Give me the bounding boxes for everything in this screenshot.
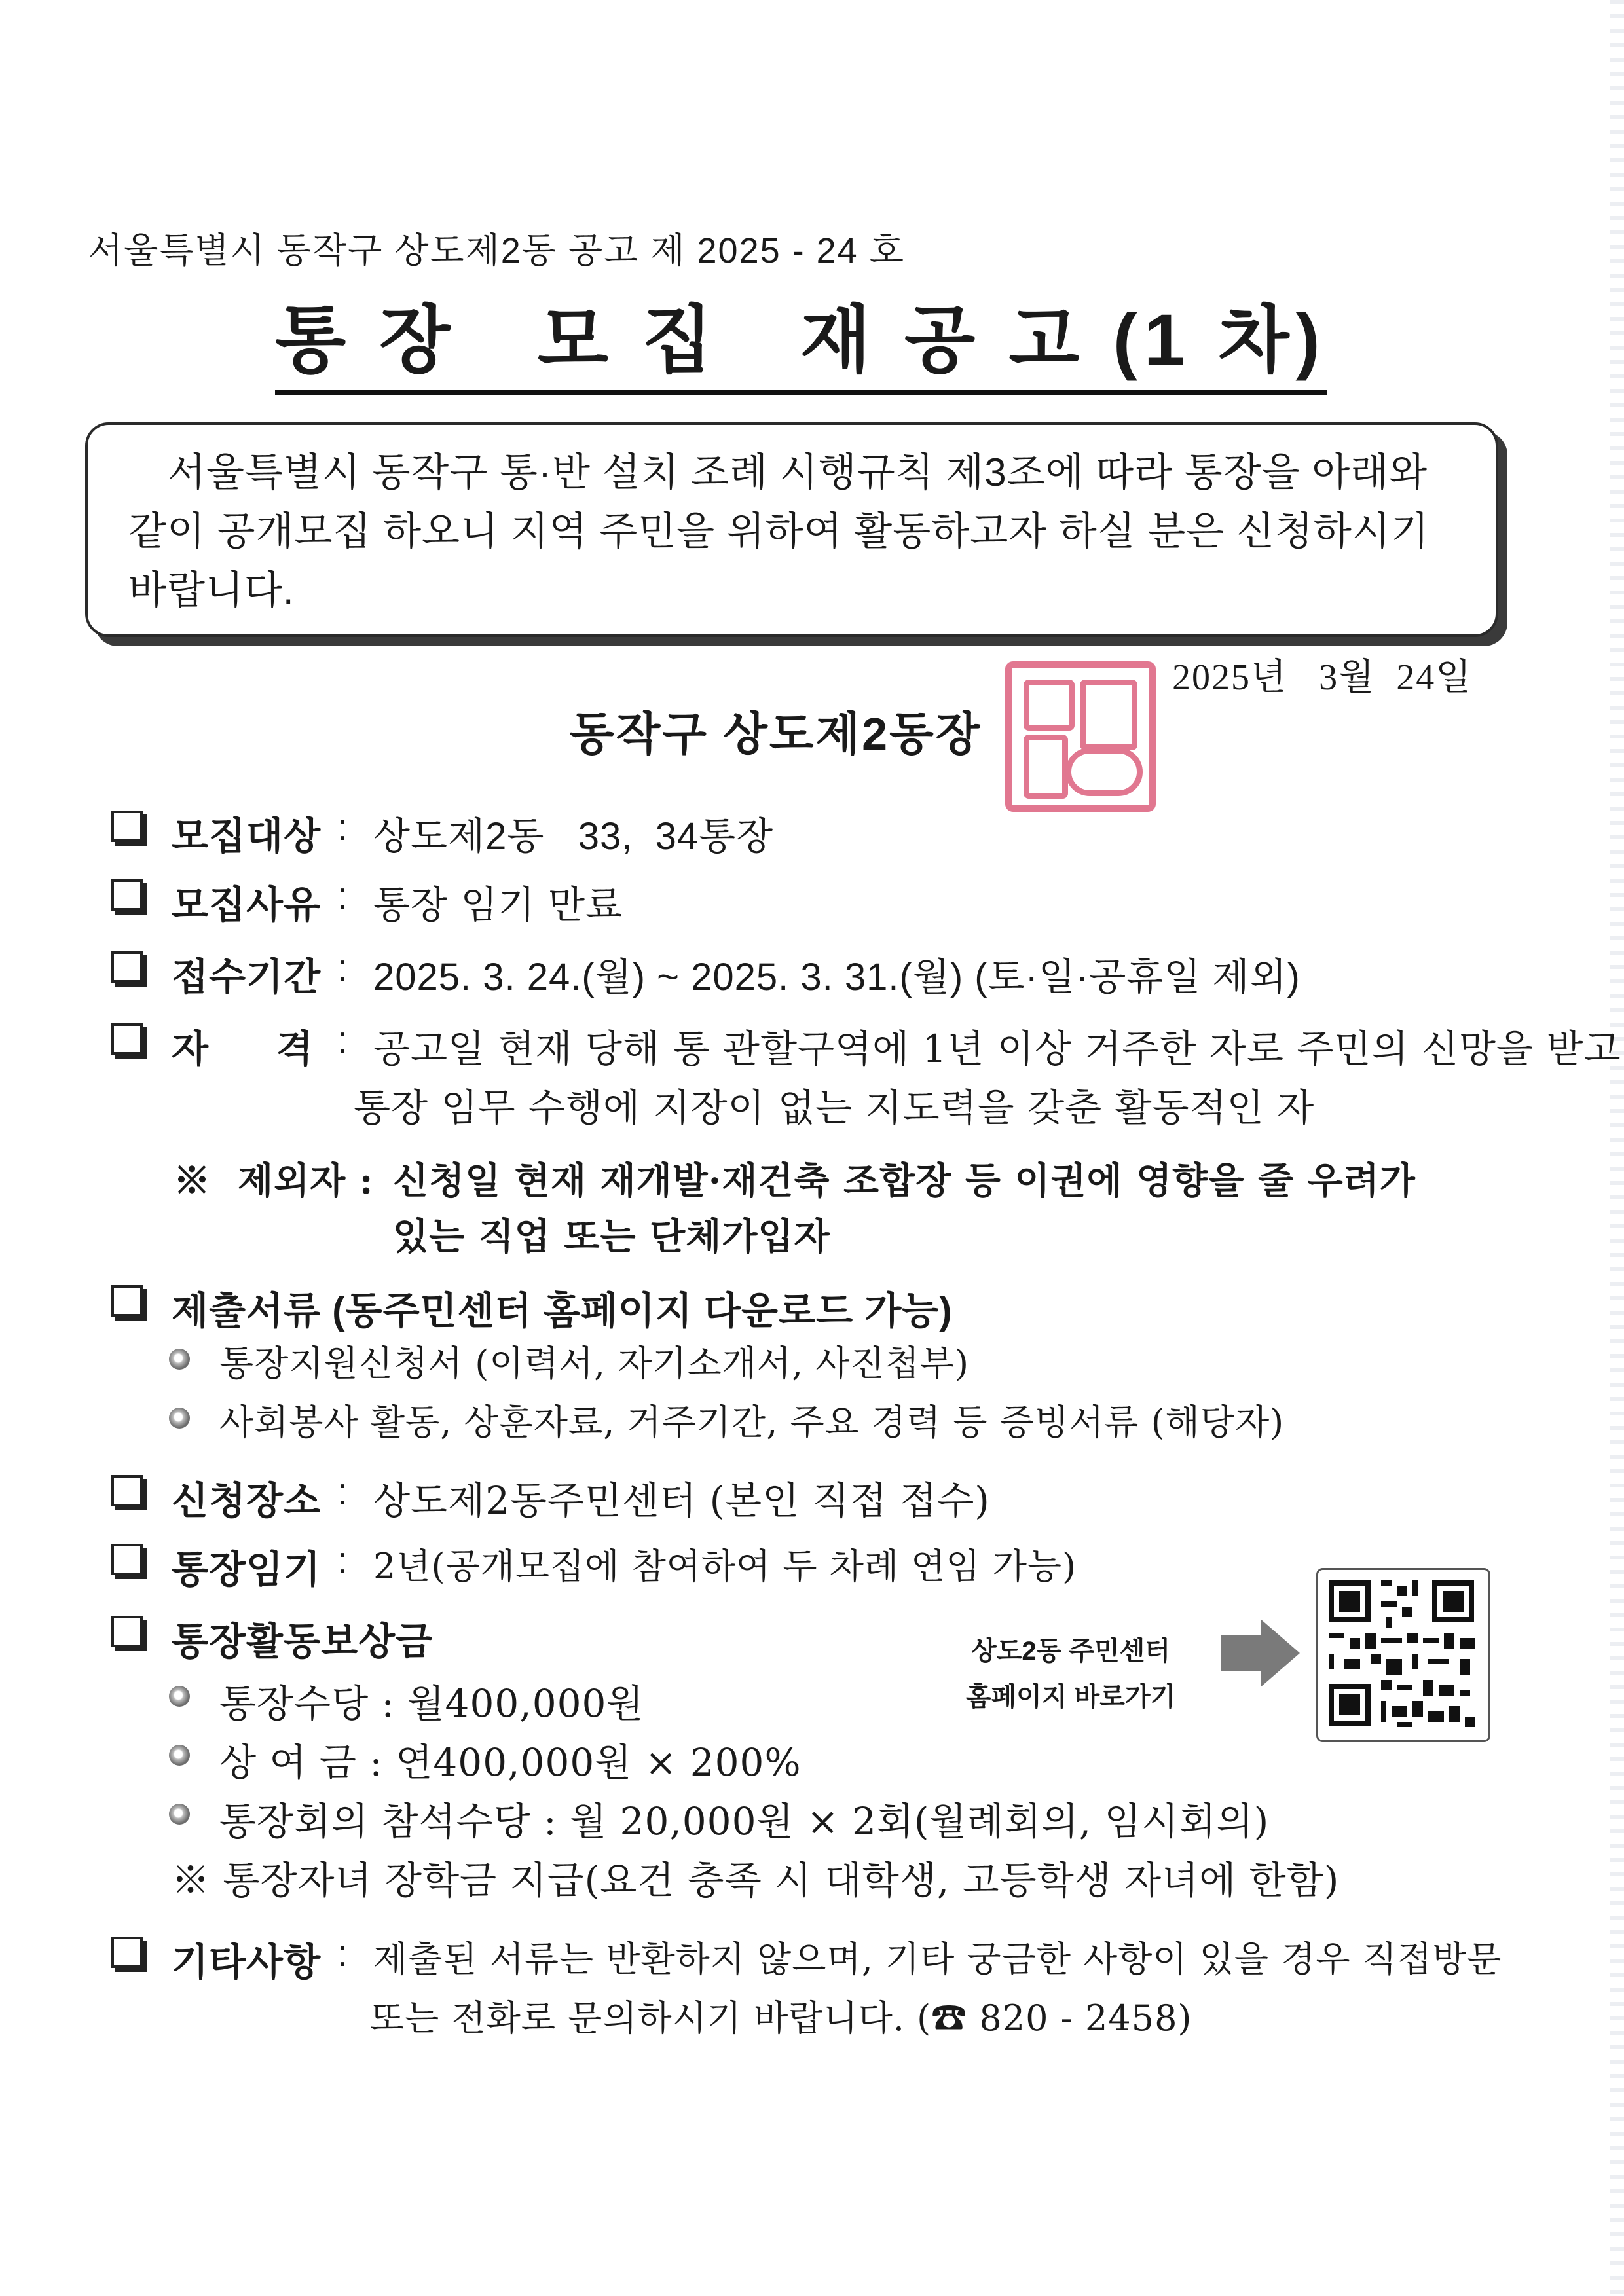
qr-code-link[interactable]	[1316, 1568, 1490, 1742]
notice-number: 서울특별시 동작구 상도제2동 공고 제 2025 - 24 호	[88, 231, 905, 270]
qr-caption-line2: 홈페이지 바로가기	[965, 1683, 1176, 1711]
notice-date: 2025년 3월 24일	[1172, 657, 1473, 698]
circle-bullet-icon	[169, 1349, 190, 1370]
compensation-item: 통장회의 참석수당 : 월 20,000원 × 2회(월례회의, 임시회의)	[219, 1799, 1270, 1844]
circle-bullet-icon	[169, 1686, 190, 1707]
circle-bullet-icon	[169, 1804, 190, 1825]
compensation-item: 통장수당 : 월400,000원	[219, 1681, 644, 1726]
item-application-place: 신청장소 : 상도제2동주민센터 (본인 직접 접수)	[111, 1470, 134, 1689]
scholarship-note: ※ 통장자녀 장학금 지급(요건 충족 시 대학생, 고등학생 자녀에 한함)	[172, 1858, 1340, 1903]
checkbox-icon	[111, 879, 143, 911]
checkbox-icon	[111, 1616, 143, 1647]
document-item: 사회봉사 활동, 상훈자료, 거주기간, 주요 경력 등 증빙서류 (해당자)	[219, 1402, 1285, 1443]
item-term: 통장임기 : 2년(공개모집에 참여하여 두 차례 연임 가능)	[111, 1539, 134, 1758]
checkbox-icon	[111, 1475, 143, 1506]
item-value-line2: 또는 전화로 문의하시기 바랍니다. (☎ 820 - 2458)	[370, 1997, 1192, 2039]
item-value: 2025. 3. 24.(월) ~ 2025. 3. 31.(월) (토·일·공휴일 제외)	[373, 956, 1301, 998]
item-value-line1: 공고일 현재 당해 통 관할구역에 1년 이상 거주한 자로 주민의 신망을 받고	[373, 1027, 1621, 1071]
arrow-right-icon-head	[1261, 1619, 1300, 1687]
official-seal-stamp	[1005, 661, 1156, 812]
exclusion-line2: 있는 직업 또는 단체가입자	[393, 1215, 830, 1258]
document-item: 통장지원신청서 (이력서, 자기소개서, 사진첩부)	[219, 1343, 970, 1384]
compensation-item: 상 여 금 : 연400,000원 × 200%	[219, 1740, 802, 1785]
item-label: 모집사유	[172, 884, 322, 926]
item-reception-period: 접수기간 : 2025. 3. 24.(월) ~ 2025. 3. 31.(월) (토·일·공휴일 제외)	[111, 946, 134, 1165]
item-recruit-reason: 모집사유 : 통장 임기 만료	[111, 874, 134, 1093]
item-recruit-target: 모집대상 : 상도제2동 33, 34통장	[111, 805, 134, 1025]
item-value: 통장 임기 만료	[373, 883, 623, 927]
intro-box	[85, 422, 1498, 637]
checkbox-icon	[111, 1285, 143, 1317]
checkbox-icon	[111, 1937, 143, 1968]
item-qualification: 자 격 : 공고일 현재 당해 통 관할구역에 1년 이상 거주한 자로 주민의 신망을 받고	[111, 1018, 134, 1237]
qr-code-icon	[1318, 1570, 1485, 1736]
intro-text: 서울특별시 동작구 통·반 설치 조례 시행규칙 제3조에 따라 통장을 아래와 같이 공개모집 하오니 지역 주민을 위하여 활동하고자 하실 분은 신청하시기 바랍니다.	[128, 450, 1430, 612]
checkbox-icon	[111, 811, 143, 842]
item-label: 통장활동보상금	[172, 1620, 434, 1663]
checkbox-icon	[111, 1023, 143, 1055]
qr-caption-line1: 상도2동 주민센터	[971, 1637, 1170, 1666]
issuer: 동작구 상도제2동장	[570, 708, 982, 759]
checkbox-icon	[111, 951, 143, 983]
exclusion-line1: 신청일 현재 재개발·재건축 조합장 등 이권에 영향을 줄 우려가	[393, 1159, 1416, 1203]
item-value: 2년(공개모집에 참여하여 두 차례 연임 가능)	[373, 1546, 1077, 1587]
item-other: 기타사항 : 제출된 서류는 반환하지 않으며, 기타 궁금한 사항이 있을 경우 직접방문	[111, 1931, 134, 2151]
item-label: 제출서류 (동주민센터 홈페이지 다운로드 가능)	[172, 1290, 953, 1332]
item-label: 기타사항	[172, 1941, 322, 1984]
item-value: 상도제2동주민센터 (본인 직접 접수)	[373, 1478, 990, 1523]
circle-bullet-icon	[169, 1745, 190, 1766]
item-label: 모집대상	[172, 815, 322, 858]
item-value-line2: 통장 임무 수행에 지장이 없는 지도력을 갖춘 활동적인 자	[354, 1085, 1315, 1130]
checkbox-icon	[111, 1544, 143, 1575]
item-label: 접수기간	[172, 956, 322, 998]
scan-edge	[1610, 0, 1624, 2296]
item-value-line1: 제출된 서류는 반환하지 않으며, 기타 궁금한 사항이 있을 경우 직접방문	[373, 1939, 1502, 1980]
item-label: 통장임기	[172, 1548, 322, 1591]
arrow-right-icon	[1221, 1635, 1262, 1671]
exclusion-prefix: ※ 제외자 :	[174, 1159, 374, 1203]
item-label: 신청장소	[172, 1480, 322, 1522]
item-label: 자 격	[172, 1028, 314, 1070]
page-title: 통 장 모 집 재 공 고 (1 차)	[275, 282, 1327, 395]
circle-bullet-icon	[169, 1408, 190, 1429]
item-value: 상도제2동 33, 34통장	[373, 815, 774, 858]
